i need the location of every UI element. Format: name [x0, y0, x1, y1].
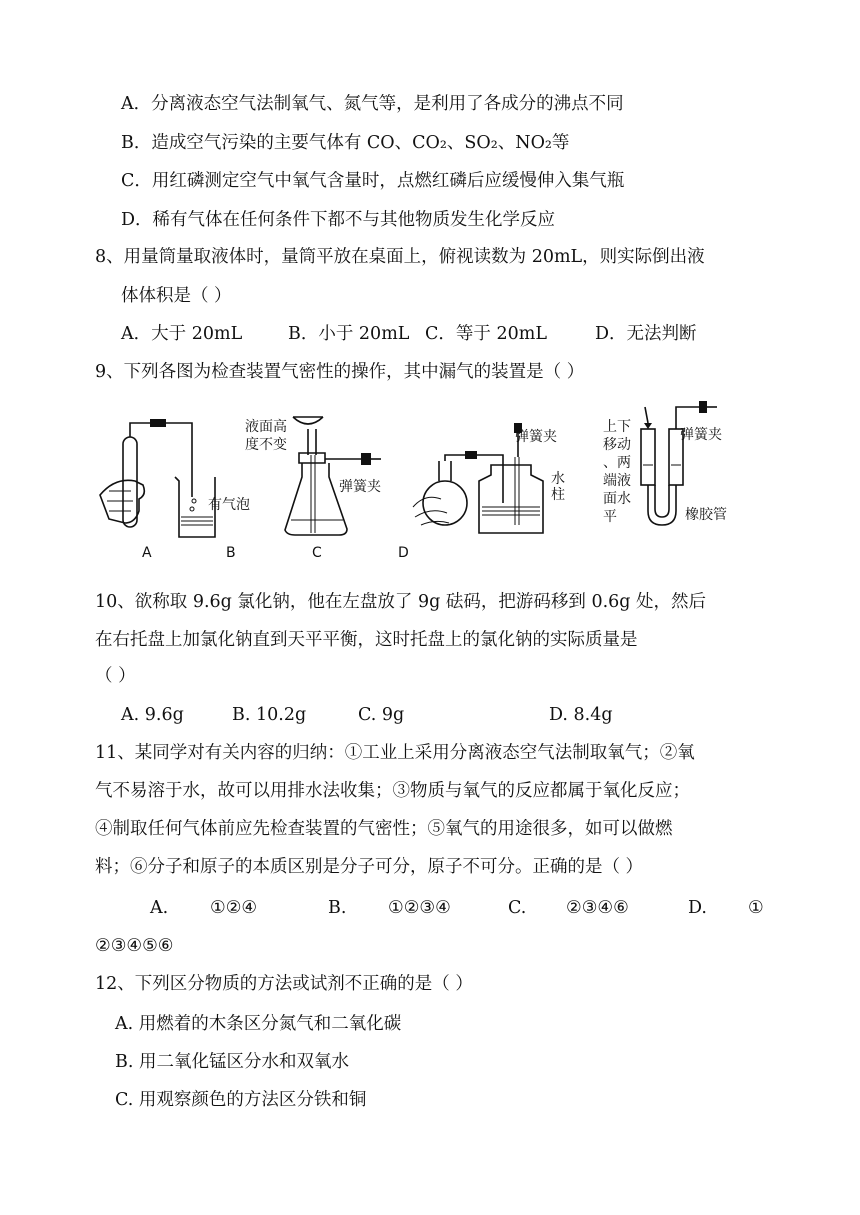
q10-option-c: C. 9g — [358, 705, 405, 725]
rubber-tube-label: 橡胶管 — [685, 507, 727, 523]
q8-stem-line2: 体体积是（ ） — [121, 286, 232, 306]
q8-option-b: B．小于 20mL — [288, 324, 410, 344]
q11-option-a-text: ①②④ — [210, 898, 258, 918]
q7-option-d: D．稀有气体在任何条件下都不与其他物质发生化学反应 — [121, 210, 556, 230]
q10-option-a: A. 9.6g — [121, 705, 184, 725]
q12-option-b: B. 用二氧化锰区分水和双氧水 — [115, 1052, 349, 1072]
clip-label-d: 弹簧夹 — [680, 427, 722, 443]
figure-letter-b: B — [226, 545, 236, 561]
figure-letter-d: D — [398, 545, 409, 561]
move-label-1: 上下 — [603, 419, 631, 435]
move-label-6: 平 — [603, 509, 617, 525]
water-label-line2: 柱 — [551, 487, 565, 503]
level-label-line1: 液面高 — [245, 419, 287, 435]
q11-line2: 气不易溶于水，故可以用排水法收集；③物质与氧气的反应都属于氧化反应； — [95, 781, 690, 801]
q11-option-d-text-start: ① — [748, 898, 764, 918]
q8-option-d: D．无法判断 — [595, 324, 697, 344]
figure-letter-c: C — [312, 545, 322, 561]
level-label-line2: 度不变 — [245, 437, 287, 453]
q8-option-a: A．大于 20mL — [121, 324, 243, 344]
q9-apparatus-drawing — [95, 395, 775, 565]
bubbles-label: 有气泡 — [208, 497, 250, 513]
apparatus-b — [285, 417, 381, 535]
q11-option-d-text-wrap: ②③④⑤⑥ — [95, 936, 174, 956]
q10-stem-line2: 在右托盘上加氯化钠直到天平平衡，这时托盘上的氯化钠的实际质量是 — [95, 630, 638, 650]
clip-label-b: 弹簧夹 — [339, 479, 381, 495]
q11-option-c-text: ②③④⑥ — [566, 898, 629, 918]
q11-option-b-letter: B. — [328, 898, 347, 918]
q8-stem-line1: 8、用量筒量取液体时，量筒平放在桌面上，俯视读数为 20mL，则实际倒出液 — [95, 247, 705, 267]
q10-option-b: B. 10.2g — [232, 705, 307, 725]
q10-stem-line1: 10、欲称取 9.6g 氯化钠，他在左盘放了 9g 砝码，把游码移到 0.6g 处，然后 — [95, 592, 707, 612]
clip-label-c: 弹簧夹 — [515, 429, 557, 445]
q9-figure — [95, 395, 775, 565]
move-label-3: 、两 — [603, 455, 631, 471]
figure-letter-a: A — [142, 545, 152, 561]
q11-line1: 11、某同学对有关内容的归纳：①工业上采用分离液态空气法制取氧气；②氧 — [95, 743, 695, 763]
q7-option-b: B．造成空气污染的主要气体有 CO、CO₂、SO₂、NO₂等 — [121, 133, 570, 153]
move-label-5: 面水 — [603, 491, 631, 507]
move-label-2: 移动 — [603, 437, 631, 453]
q11-option-a-letter: A. — [150, 898, 169, 918]
q11-option-b-text: ①②③④ — [388, 898, 451, 918]
q12-option-c: C. 用观察颜色的方法区分铁和铜 — [115, 1090, 367, 1110]
q7-option-a: A．分离液态空气法制氧气、氮气等，是利用了各成分的沸点不同 — [121, 94, 624, 114]
move-label-4: 端液 — [603, 473, 631, 489]
q8-option-c: C．等于 20mL — [425, 324, 547, 344]
q12-option-a: A. 用燃着的木条区分氮气和二氧化碳 — [115, 1014, 402, 1034]
q10-option-d: D. 8.4g — [549, 705, 613, 725]
q11-option-d-letter: D. — [688, 898, 707, 918]
q7-option-c: C．用红磷测定空气中氧气含量时，点燃红磷后应缓慢伸入集气瓶 — [121, 171, 625, 191]
q11-line4: 料；⑥分子和原子的本质区别是分子可分，原子不可分。正确的是（ ） — [95, 857, 644, 877]
q11-option-c-letter: C. — [508, 898, 527, 918]
q9-stem: 9、下列各图为检查装置气密性的操作，其中漏气的装置是（ ） — [95, 362, 585, 382]
apparatus-a — [100, 419, 215, 537]
q10-stem-line3: （ ） — [95, 666, 136, 686]
q11-line3: ④制取任何气体前应先检查装置的气密性；⑤氧气的用途很多，如可以做燃 — [95, 819, 673, 839]
q12-stem: 12、下列区分物质的方法或试剂不正确的是（ ） — [95, 974, 473, 994]
water-label-line1: 水 — [551, 471, 565, 487]
